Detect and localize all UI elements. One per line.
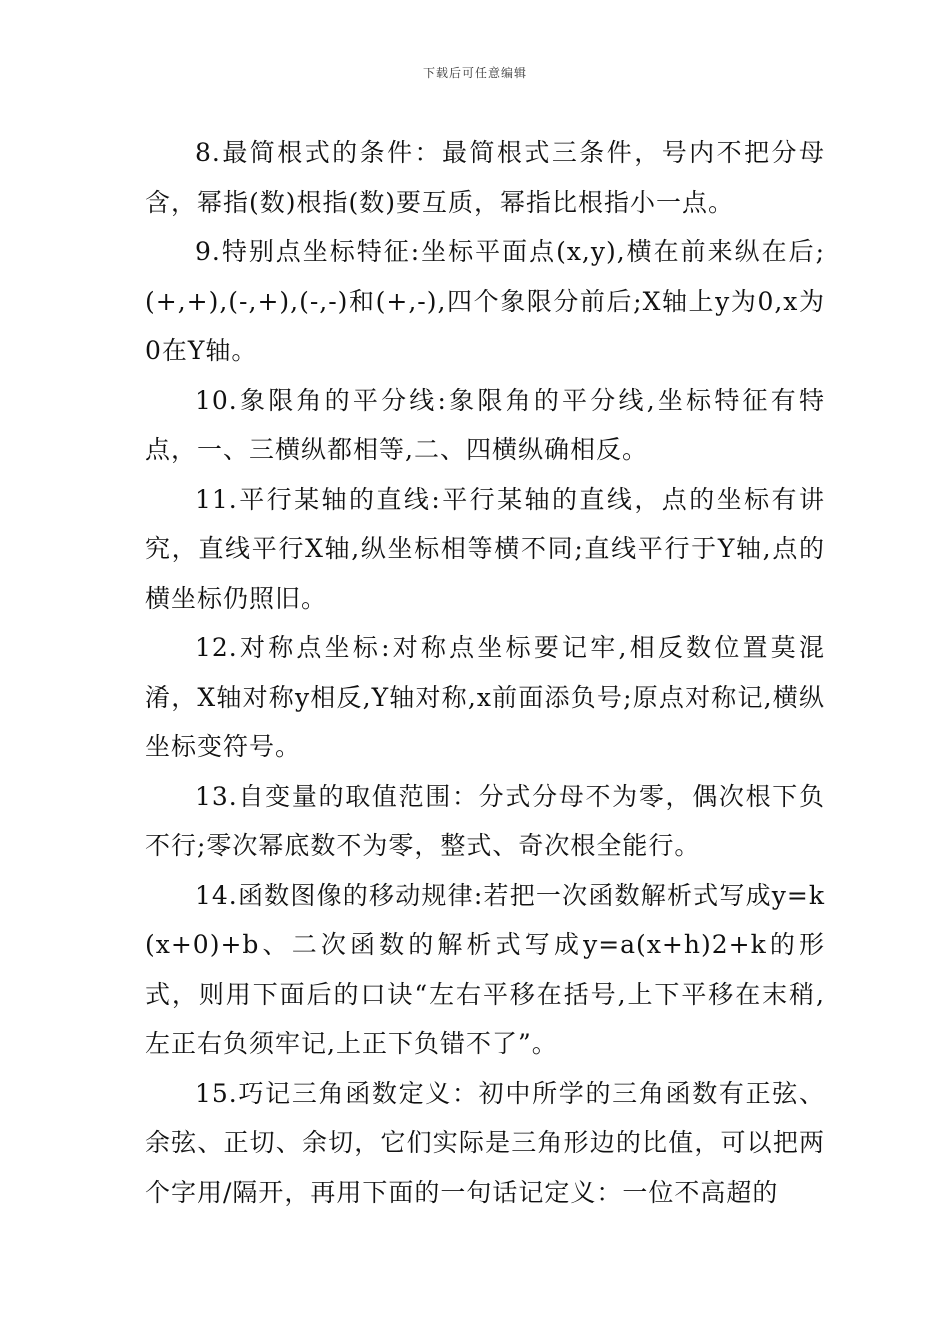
paragraph-11: 11.平行某轴的直线:平行某轴的直线，点的坐标有讲究，直线平行X轴,纵坐标相等横不同;直线平行于Y轴,点的横坐标仍照旧。 — [145, 484, 825, 613]
paragraph-12: 12.对称点坐标:对称点坐标要记牢,相反数位置莫混淆，X轴对称y相反,Y轴对称,x前面添负号;原点对称记,横纵坐标变符号。 — [145, 633, 825, 761]
paragraph-9: 9.特别点坐标特征:坐标平面点(x,y),横在前来纵在后;(+,+),(-,+),(-,-)和(+,-),四个象限分前后;X轴上y为0,x为0在Y轴。 — [145, 237, 825, 365]
paragraph-13: 13.自变量的取值范围：分式分母不为零，偶次根下负不行;零次幂底数不为零，整式、奇次根全能行。 — [145, 781, 825, 860]
paragraph-10: 10.象限角的平分线:象限角的平分线,坐标特征有特点，一、三横纵都相等,二、四横纵确相反。 — [145, 385, 825, 464]
paragraph-8: 8.最简根式的条件：最简根式三条件，号内不把分母含，幂指(数)根指(数)要互质，幂指比根指小一点。 — [145, 138, 825, 217]
paragraph-14: 14.函数图像的移动规律:若把一次函数解析式写成y=k(x+0)+b、二次函数的解析式写成y=a(x+h)2+k的形式，则用下面后的口诀“左右平移在括号,上下平移在末稍,左正右负须牢记,上正下负错不了”。 — [145, 880, 825, 1058]
document-body — [145, 128, 825, 1217]
page-header: 下载后可任意编辑 — [422, 66, 527, 80]
paragraph-15: 15.巧记三角函数定义：初中所学的三角函数有正弦、余弦、正切、余切，它们实际是三角形边的比值，可以把两个字用/隔开，再用下面的一句话记定义：一位不高超的 — [145, 1078, 825, 1207]
